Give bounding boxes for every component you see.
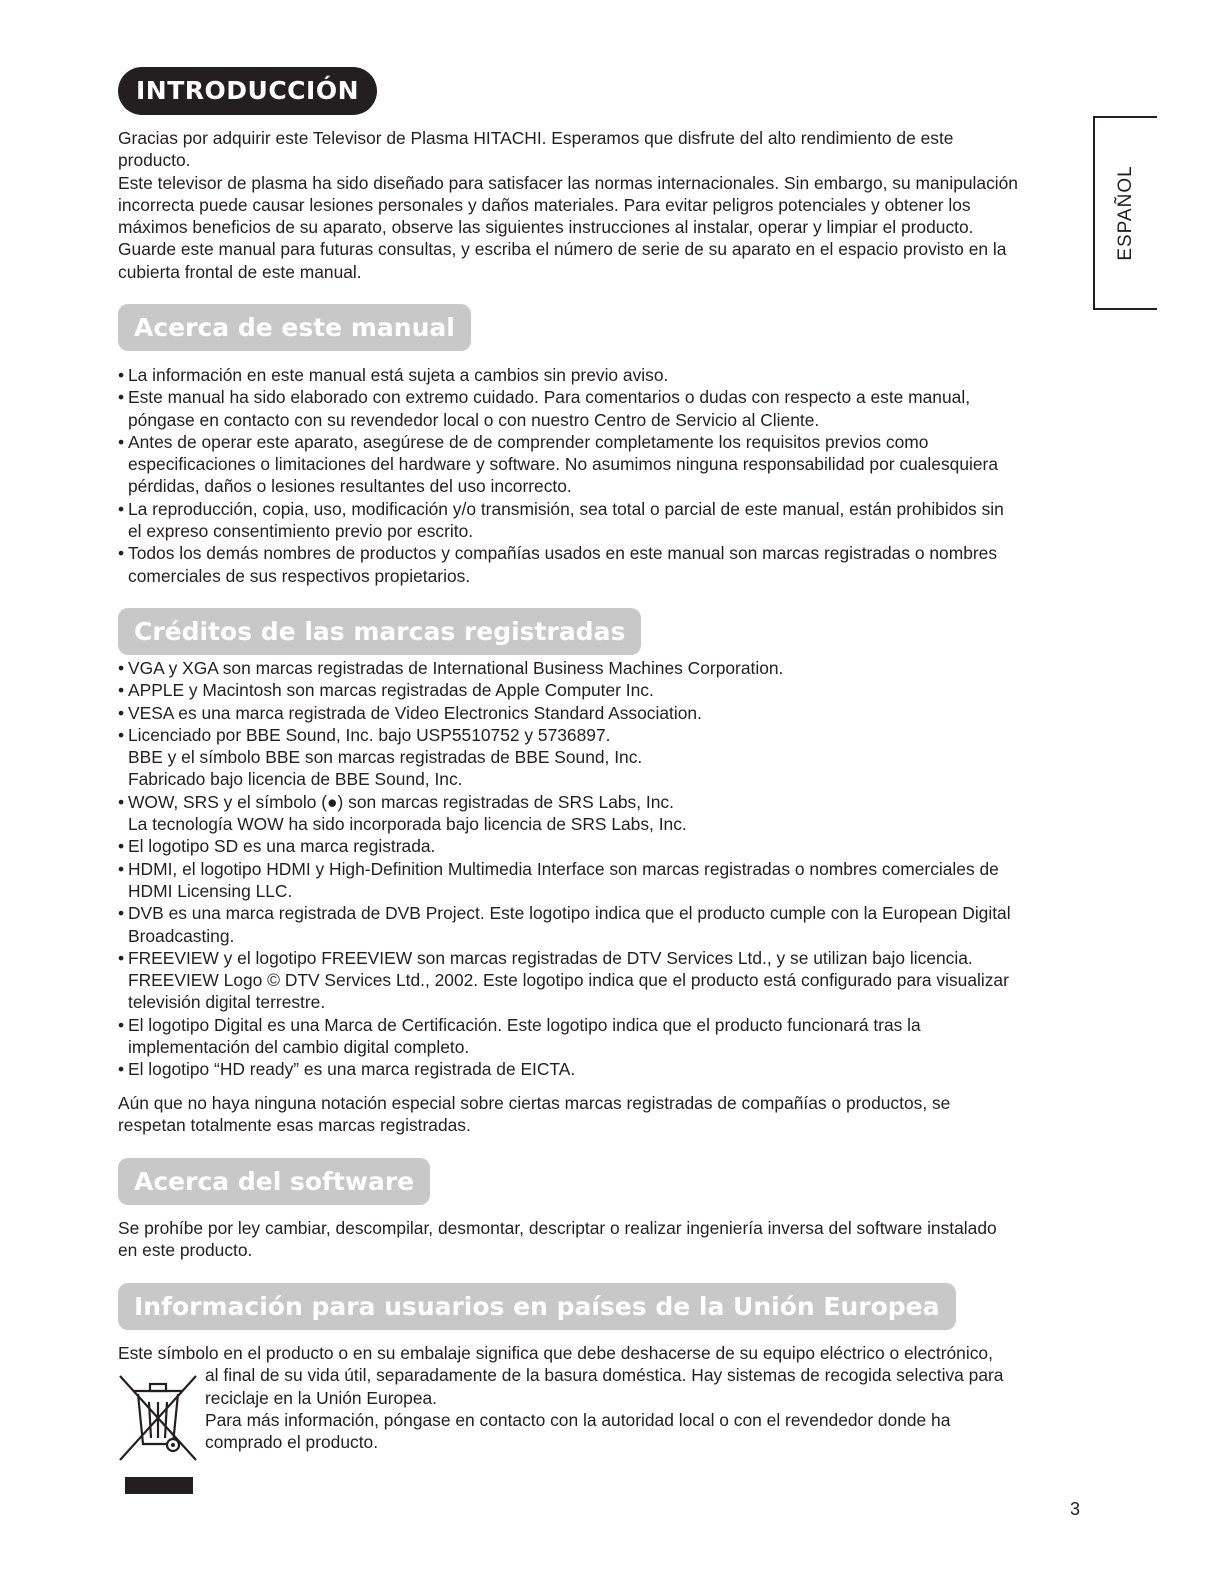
item-line: HDMI Licensing LLC. (128, 880, 293, 901)
item-line: • APPLE y Macintosh son marcas registradas de Apple Computer Inc. (128, 680, 654, 701)
text-line: Se prohíbe por ley cambiar, descompilar, desmontar, descriptar o realizar ingeniería inversa del software instalado (118, 1218, 997, 1238)
item-line: póngase en contacto con su revendedor local o con nuestro Centro de Servicio al Cliente. (128, 409, 820, 430)
list-item (118, 1014, 1080, 1059)
item-line: • Licenciado por BBE Sound, Inc. bajo USP5510752 y 5736897. (128, 724, 611, 745)
list-item (118, 902, 1080, 947)
ue-title: Información para usuarios en países de la Unión Europea (118, 1283, 956, 1330)
item-line: • VESA es una marca registrada de Video Electronics Standard Association. (128, 702, 702, 723)
acerca-manual-list (118, 364, 1080, 587)
list-item (118, 1058, 1080, 1080)
language-tab-label: ESPAÑOL (1115, 165, 1136, 261)
creditos-title: Créditos de las marcas registradas (118, 608, 641, 655)
ue-text-indented (205, 1364, 1080, 1453)
text-line: Aún que no haya ninguna notación especial sobre ciertas marcas registradas de compañías o productos, se (118, 1093, 951, 1113)
crossed-bin-icon (118, 1374, 198, 1462)
item-line: FREEVIEW Logo © DTV Services Ltd., 2002. Este logotipo indica que el producto está configurado para visualizar (128, 970, 1009, 991)
list-item (118, 791, 1080, 836)
text-line: reciclaje en la Unión Europea. (205, 1387, 438, 1408)
item-line: • Todos los demás nombres de productos y compañías usados en este manual son marcas registradas o nombres (128, 543, 998, 564)
list-item (118, 835, 1080, 857)
item-line: el expreso consentimiento previo por escrito. (128, 521, 474, 542)
text-line: cubierta frontal de este manual. (118, 261, 362, 282)
item-line: • HDMI, el logotipo HDMI y High-Definition Multimedia Interface son marcas registradas o nombres comerciales de (128, 858, 999, 879)
item-line: • La información en este manual está sujeta a cambios sin previo aviso. (128, 365, 669, 385)
page-number: 3 (1070, 1499, 1081, 1519)
introduccion-text (118, 127, 1080, 283)
list-item (118, 679, 1080, 701)
item-line: • FREEVIEW y el logotipo FREEVIEW son marcas registradas de DTV Services Ltd., y se utilizan bajo licencia. (128, 947, 973, 968)
text-line: respetan totalmente esas marcas registradas. (118, 1115, 471, 1136)
item-line: BBE y el símbolo BBE son marcas registradas de BBE Sound, Inc. (128, 747, 643, 768)
list-item (118, 702, 1080, 724)
list-item (118, 657, 1080, 679)
list-item (118, 724, 1080, 791)
item-line: • Antes de operar este aparato, asegúrese de de comprender completamente los requisitos previos como (128, 431, 929, 452)
item-line: • WOW, SRS y el símbolo (●) son marcas registradas de SRS Labs, Inc. (128, 791, 674, 812)
creditos-note (118, 1092, 1080, 1137)
text-line: en este producto. (118, 1240, 253, 1261)
item-line: implementación del cambio digital completo. (128, 1037, 470, 1058)
text-line: Guarde este manual para futuras consultas, y escriba el número de serie de su aparato en el espacio provisto en la (118, 239, 1007, 260)
item-line: comerciales de sus respectivos propietarios. (128, 565, 471, 586)
text-line: Para más información, póngase en contacto con la autoridad local o con el revendedor donde ha (205, 1409, 951, 1430)
item-line: La tecnología WOW ha sido incorporada bajo licencia de SRS Labs, Inc. (128, 814, 687, 835)
text-line: Este símbolo en el producto o en su embalaje significa que debe deshacerse de su equipo eléctrico o electrónico, (118, 1343, 993, 1363)
text-line: producto. (118, 150, 191, 171)
text-line: máximos beneficios de su aparato, observe las siguientes instrucciones al instalar, operar y limpiar el producto. (118, 217, 974, 238)
introduccion-title: INTRODUCCIÓN (118, 67, 377, 115)
item-line: pérdidas, daños o lesiones resultantes del uso incorrecto. (128, 476, 572, 497)
item-line: televisión digital terrestre. (128, 992, 326, 1013)
item-line: especificaciones o limitaciones del hardware y software. No asumimos ninguna responsabilidad por cualesquiera (128, 454, 998, 475)
acerca-manual-title: Acerca de este manual (118, 304, 471, 351)
text-line: Este televisor de plasma ha sido diseñado para satisfacer las normas internacionales. Sin embargo, su manipulación (118, 172, 1018, 193)
text-line: incorrecta puede causar lesiones personales y daños materiales. Para evitar peligros potenciales y obtener los (118, 194, 971, 215)
item-line: • La reproducción, copia, uso, modificación y/o transmisión, sea total o parcial de este manual, están prohibidos sin (128, 498, 1004, 519)
text-line: Gracias por adquirir este Televisor de Plasma HITACHI. Esperamos que disfrute del alto rendimiento de este (118, 128, 954, 148)
item-line: • El logotipo “HD ready” es una marca registrada de EICTA. (128, 1059, 576, 1080)
list-item (118, 858, 1080, 903)
list-item (118, 364, 1080, 386)
list-item (118, 947, 1080, 1014)
list-item (118, 542, 1080, 587)
item-line: Fabricado bajo licencia de BBE Sound, Inc. (128, 769, 463, 790)
language-tab (1093, 116, 1157, 310)
item-line: • El logotipo Digital es una Marca de Certificación. Este logotipo indica que el producto funcionará tras la (128, 1014, 921, 1035)
software-title: Acerca del software (118, 1158, 430, 1205)
item-line: • Este manual ha sido elaborado con extremo cuidado. Para comentarios o dudas con respecto a este manual, (128, 387, 971, 408)
item-line: • DVB es una marca registrada de DVB Project. Este logotipo indica que el producto cumple con la European Digital (128, 903, 1011, 924)
text-line: al final de su vida útil, separadamente de la basura doméstica. Hay sistemas de recogida selectiva para (205, 1365, 1004, 1386)
item-line: Broadcasting. (128, 925, 235, 946)
software-text (118, 1217, 1080, 1262)
list-item (118, 386, 1080, 431)
list-item (118, 498, 1080, 543)
item-line: • El logotipo SD es una marca registrada. (128, 836, 436, 857)
list-item (118, 431, 1080, 498)
creditos-list (118, 657, 1080, 1081)
weee-bar (125, 1477, 193, 1494)
ue-text (118, 1342, 1080, 1453)
text-line: comprado el producto. (205, 1432, 379, 1453)
item-line: • VGA y XGA son marcas registradas de International Business Machines Corporation. (128, 658, 784, 678)
